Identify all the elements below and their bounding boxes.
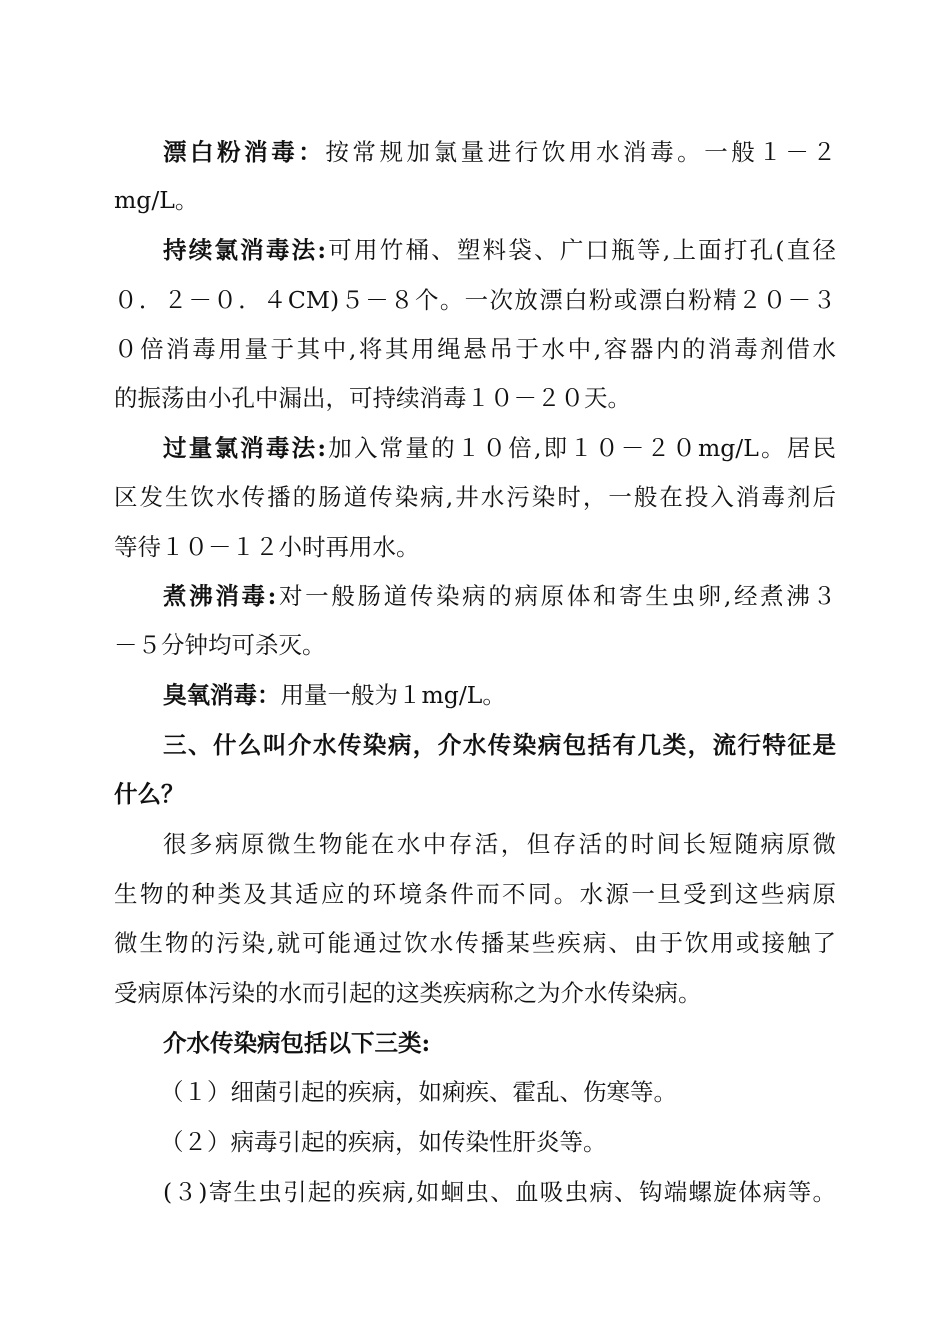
continuous-line-4: 的振荡由小孔中漏出，可持续消毒１０－２０天。	[114, 384, 631, 412]
boil-line-1	[163, 581, 836, 611]
section3-para-line-3: 微生物的污染,就可能通过饮水传播某些疾病、由于饮用或接触了	[114, 929, 836, 957]
ozone-text: 用量一般为１mg/L。	[280, 681, 506, 709]
continuous-line-3: ０倍消毒用量于其中,将其用绳悬吊于水中,容器内的消毒剂借水	[114, 335, 836, 363]
ozone-term: 臭氧消毒：	[163, 681, 281, 709]
section3-para-line-2: 生物的种类及其适应的环境条件而不同。水源一旦受到这些病原	[114, 880, 836, 908]
boil-term: 煮沸消毒:	[163, 582, 277, 610]
continuous-line-2: ０．２－０．４CM)５－８个。一次放漂白粉或漂白粉精２０－３	[114, 286, 836, 314]
section3-para-line-1: 很多病原微生物能在水中存活，但存活的时间长短随病原微	[163, 830, 836, 858]
section3-heading-line-2: 什么？	[114, 780, 185, 808]
excess-line-3: 等待１０－１２小时再用水。	[114, 533, 420, 561]
continuous-line-1	[163, 235, 836, 265]
section3-heading-line-1: 三、什么叫介水传染病，介水传染病包括有几类，流行特征是	[163, 731, 836, 759]
bleach-term: 漂白粉消毒：	[163, 138, 326, 166]
continuous-term: 持续氯消毒法:	[163, 236, 327, 264]
ozone-line	[163, 680, 836, 710]
excess-line-1	[163, 433, 836, 463]
excess-term: 过量氯消毒法:	[163, 434, 326, 462]
section3-para-line-4: 受病原体污染的水而引起的这类疾病称之为介水传染病。	[114, 979, 702, 1007]
bleach-line-2: mg/L。	[114, 186, 199, 214]
bleach-line-1	[163, 137, 836, 167]
boil-text-1: 对一般肠道传染病的病原体和寄生虫卵,经煮沸３	[276, 582, 836, 610]
type-item-2: （２）病毒引起的疾病，如传染性肝炎等。	[160, 1128, 607, 1156]
excess-text-1: 加入常量的１０倍,即１０－２０mg/L。居民	[326, 434, 836, 462]
bleach-text-1: 按常规加氯量进行饮用水消毒。一般１－２	[325, 138, 836, 166]
type-item-1: （１）细菌引起的疾病，如痢疾、霍乱、伤寒等。	[160, 1078, 677, 1106]
type-item-3: (３)寄生虫引起的疾病,如蛔虫、血吸虫病、钩端螺旋体病等。	[163, 1178, 836, 1206]
excess-line-2: 区发生饮水传播的肠道传染病,井水污染时，一般在投入消毒剂后	[114, 483, 836, 511]
continuous-text-1: 可用竹桶、塑料袋、广口瓶等,上面打孔(直径	[326, 236, 836, 264]
types-heading: 介水传染病包括以下三类:	[163, 1029, 431, 1057]
boil-line-2: －５分钟均可杀灭。	[114, 631, 326, 659]
